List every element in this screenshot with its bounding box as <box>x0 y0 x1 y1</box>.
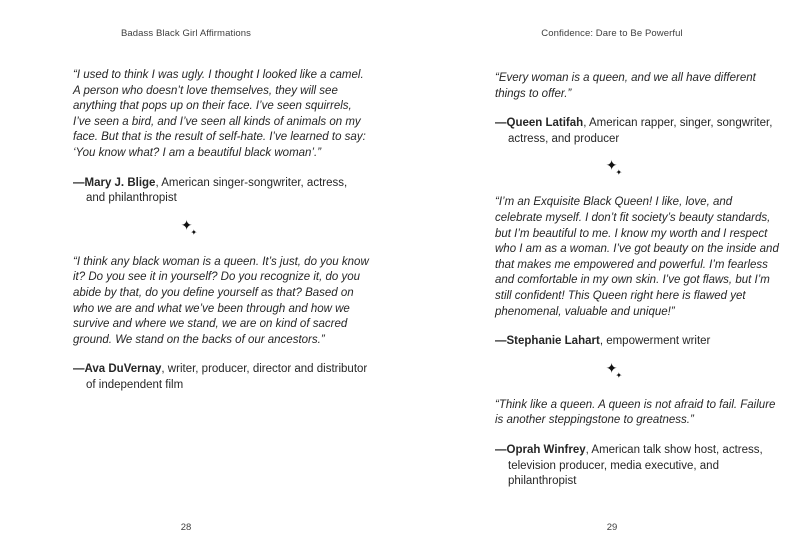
attribution-detail: , American talk show host, actress, television producer, media executive, and philanthropist <box>508 443 763 488</box>
quote-stephanie-lahart: “I’m an Exquisite Black Queen! I like, love, and celebrate myself. I don’t fit society’s beauty standards, but I’m beautiful to me. I know my worth and I respect who I am as a woman. I’ve got beauty on the inside and that makes me empowered and powerful. I’m fearless and comfortable in my own skin. I’ve got flaws, but I’m still confident! This Queen right here is flawed yet phenomenal, valuable and unique!” <box>495 196 779 318</box>
page-right-content <box>495 71 779 490</box>
sparkle-ornament <box>495 157 735 181</box>
running-header-left: Badass Black Girl Affirmations <box>120 28 252 39</box>
attribution-name: Oprah Winfrey <box>506 443 586 456</box>
sparkle-ornament <box>495 360 735 384</box>
attribution-name: Ava DuVernay <box>84 363 162 376</box>
quote-mary-j-blige: “I used to think I was ugly. I thought I looked like a camel. A person who doesn’t love themselves, they will see anything that pops up on their face. I’ve seen squirrels, I’ve seen a bird, and I’ve seen all kinds of animals on my face. But that is the result of self-hate. I’ve learned to say: ‘You know what? I am a beautiful black woman’.” <box>73 69 366 159</box>
attribution-detail: , empowerment writer <box>599 335 711 348</box>
attribution-queen-latifah <box>495 116 779 147</box>
attribution-dash: — <box>495 443 507 456</box>
quote-queen-latifah: “Every woman is a queen, and we all have different things to offer.” <box>495 72 756 100</box>
quote-ava-duvernay: “I think any black woman is a queen. It’s just, do you know it? Do you see it in yourself? Do you recognize it, do you abide by that, do you define yourself as that? Based on who we are and what we’ve been through and how we survive and where we stand, we are on kind of sacred ground. We stand on the backs of our ancestors.” <box>73 255 369 346</box>
attribution-detail: , American rapper, singer, songwriter, actress, and producer <box>508 117 773 145</box>
page-left-content <box>73 68 369 394</box>
attribution-dash: — <box>495 117 507 130</box>
page-right <box>400 0 800 560</box>
sparkle-small-icon: ✦ <box>615 168 623 178</box>
page-number-right: 29 <box>606 522 618 533</box>
attribution-name: Queen Latifah <box>506 117 584 130</box>
attribution-ava-duvernay <box>73 362 369 393</box>
attribution-oprah-winfrey <box>495 443 779 490</box>
sparkle-large-icon: ✦ <box>180 216 193 233</box>
page-number-left: 28 <box>180 522 192 533</box>
attribution-detail: , writer, producer, director and distributor of independent film <box>86 363 368 391</box>
attribution-detail: , American singer-songwriter, actress, and philanthropist <box>86 176 348 205</box>
attribution-stephanie-lahart <box>495 334 779 350</box>
sparkle-large-icon: ✦ <box>605 359 618 376</box>
running-header-right: Confidence: Dare to Be Powerful <box>541 28 683 39</box>
attribution-name: Mary J. Blige <box>84 176 156 189</box>
attribution-dash: — <box>73 363 85 376</box>
sparkle-small-icon: ✦ <box>190 227 198 237</box>
attribution-dash: — <box>73 176 85 189</box>
attribution-name: Stephanie Lahart <box>506 335 600 348</box>
sparkle-ornament <box>73 217 307 241</box>
attribution-dash: — <box>495 335 507 348</box>
quote-oprah-winfrey: “Think like a queen. A queen is not afraid to fail. Failure is another steppingstone to greatness.” <box>495 398 776 427</box>
sparkle-small-icon: ✦ <box>615 370 623 380</box>
sparkle-large-icon: ✦ <box>605 157 618 174</box>
attribution-mary-j-blige <box>73 176 369 207</box>
